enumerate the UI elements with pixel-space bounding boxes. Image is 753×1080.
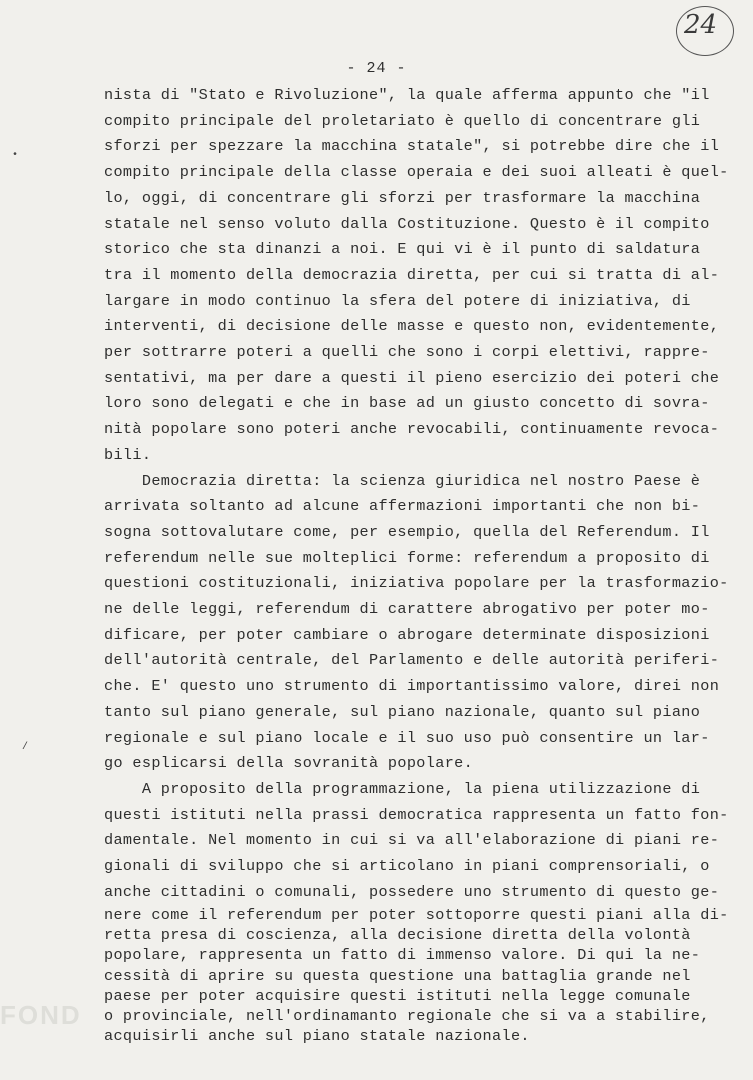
text-line: che. E' questo uno strumento di importantissimo valore, direi non	[104, 677, 720, 696]
margin-mark: /	[22, 742, 29, 753]
text-line: dell'autorità centrale, del Parlamento e delle autorità periferi-	[104, 651, 720, 670]
text-line: bili.	[104, 445, 152, 464]
text-line: tra il momento della democrazia diretta, per cui si tratta di al-	[104, 265, 720, 284]
text-line: popolare, rappresenta un fatto di immenso valore. Di qui la ne-	[104, 946, 701, 965]
text-line: anche cittadini o comunali, possedere uno strumento di questo ge-	[104, 882, 720, 901]
handwritten-page-number: 24	[684, 10, 718, 40]
text-line: tanto sul piano generale, sul piano nazionale, quanto sul piano	[104, 702, 701, 721]
text-line: nere come il referendum per poter sottoporre questi piani alla di-	[104, 906, 729, 924]
text-line: lo, oggi, di concentrare gli sforzi per trasformare la macchina	[104, 188, 701, 207]
text-line: sforzi per spezzare la macchina statale", si potrebbe dire che il	[104, 137, 720, 156]
text-line: paese per poter acquisire questi istituti nella legge comunale	[104, 986, 691, 1005]
text-line: compito principale della classe operaia e dei suoi alleati è quel-	[104, 163, 729, 182]
text-line: damentale. Nel momento in cui si va all'elaborazione di piani re-	[104, 831, 720, 850]
text-line: acquisirli anche sul piano statale nazionale.	[104, 1027, 530, 1046]
text-line: statale nel senso voluto dalla Costituzione. Questo è il compito	[104, 214, 710, 233]
text-line: arrivata soltanto ad alcune affermazioni importanti che non bi-	[104, 497, 701, 516]
text-line: cessità di aprire su questa questione una battaglia grande nel	[104, 966, 691, 985]
text-line: nità popolare sono poteri anche revocabili, continuamente revoca-	[104, 420, 720, 439]
text-line: sentativi, ma per dare a questi il pieno esercizio dei poteri che	[104, 368, 720, 387]
text-line: ne delle leggi, referendum di carattere abrogativo per poter mo-	[104, 600, 710, 618]
text-line: gionali di sviluppo che si articolano in piani comprensoriali, o	[104, 857, 710, 875]
text-line: sogna sottovalutare come, per esempio, quella del Referendum. Il	[104, 522, 710, 541]
text-line: loro sono delegati e che in base ad un giusto concetto di sovra-	[104, 394, 710, 413]
margin-mark: •	[12, 150, 19, 161]
text-line: dificare, per poter cambiare o abrogare determinate disposizioni	[104, 625, 710, 644]
text-line: questioni costituzionali, iniziativa popolare per la trasformazio-	[104, 574, 729, 593]
text-line: questi istituti nella prassi democratica rappresenta un fatto fon-	[104, 805, 729, 824]
text-line: Democrazia diretta: la scienza giuridica nel nostro Paese è	[104, 471, 701, 490]
text-line: interventi, di decisione delle masse e questo non, evidentemente,	[104, 317, 720, 336]
text-line: go esplicarsi della sovranità popolare.	[104, 754, 474, 773]
text-line: per sottrarre poteri a quelli che sono i corpi elettivi, rappre-	[104, 343, 710, 361]
text-line: largare in modo continuo la sfera del potere di iniziativa, di	[104, 291, 691, 310]
text-line: storico che sta dinanzi a noi. E qui vi è il punto di saldatura	[104, 240, 701, 259]
text-line: compito principale del proletariato è quello di concentrare gli	[104, 111, 701, 130]
text-line: nista di "Stato e Rivoluzione", la quale afferma appunto che "il	[104, 86, 710, 104]
text-line: referendum nelle sue molteplici forme: referendum a proposito di	[104, 548, 710, 567]
text-line: o provinciale, nell'ordinamanto regionale che si va a stabilire,	[104, 1007, 710, 1025]
text-line: retta presa di coscienza, alla decisione diretta della volontà	[104, 926, 691, 945]
page-number: - 24 -	[346, 60, 407, 77]
text-line: A proposito della programmazione, la piena utilizzazione di	[104, 779, 701, 798]
archive-watermark: FOND	[0, 1000, 82, 1030]
text-line: regionale e sul piano locale e il suo uso può consentire un lar-	[104, 728, 710, 747]
